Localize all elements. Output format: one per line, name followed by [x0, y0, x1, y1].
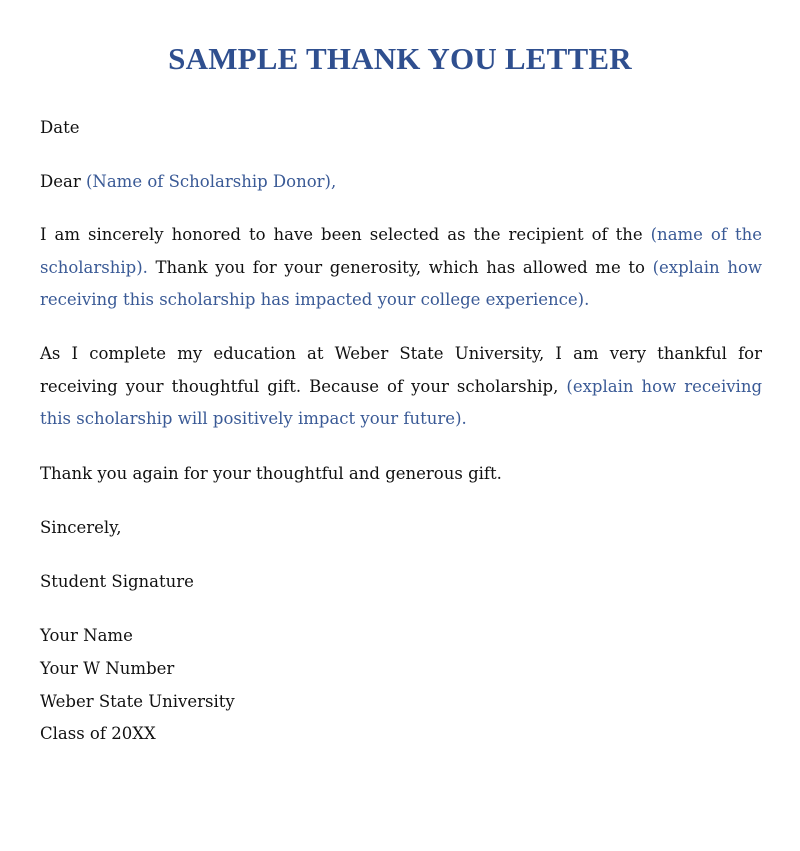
paragraph-future-text-1: As I complete my education at Weber State University, I am very thankful for receiving your thoughtful gift. Because of your scholarship, [40, 344, 762, 396]
scholarship-name-placeholder: (name of the scholarship). [40, 225, 762, 277]
paragraph-gratitude [40, 219, 762, 317]
closing: Sincerely, [40, 518, 122, 537]
letter-title: SAMPLE THANK YOU LETTER [168, 41, 632, 76]
sender-university: Weber State University [40, 692, 235, 711]
future-impact-placeholder: (explain how receiving this scholarship will positively impact your future). [40, 376, 763, 428]
sender-w-number: Your W Number [40, 659, 175, 678]
salutation-prefix: Dear [40, 172, 86, 191]
donor-name-placeholder: (Name of Scholarship Donor), [85, 172, 337, 191]
paragraph-gratitude-text-1: I am sincerely honored to have been selected as the recipient of the [40, 225, 651, 244]
date-line: Date [40, 118, 80, 137]
paragraph-future [40, 338, 762, 436]
student-signature: Student Signature [40, 572, 194, 591]
paragraph-gratitude-text-2: Thank you for your generosity, which has allowed me to [147, 257, 653, 277]
paragraph-thanks: Thank you again for your thoughtful and generous gift. [40, 464, 502, 483]
sender-class-year: Class of 20XX [40, 724, 156, 743]
college-experience-placeholder: (explain how receiving this scholarship has impacted your college experience). [40, 257, 762, 309]
salutation [40, 169, 336, 195]
sender-name: Your Name [40, 626, 133, 645]
